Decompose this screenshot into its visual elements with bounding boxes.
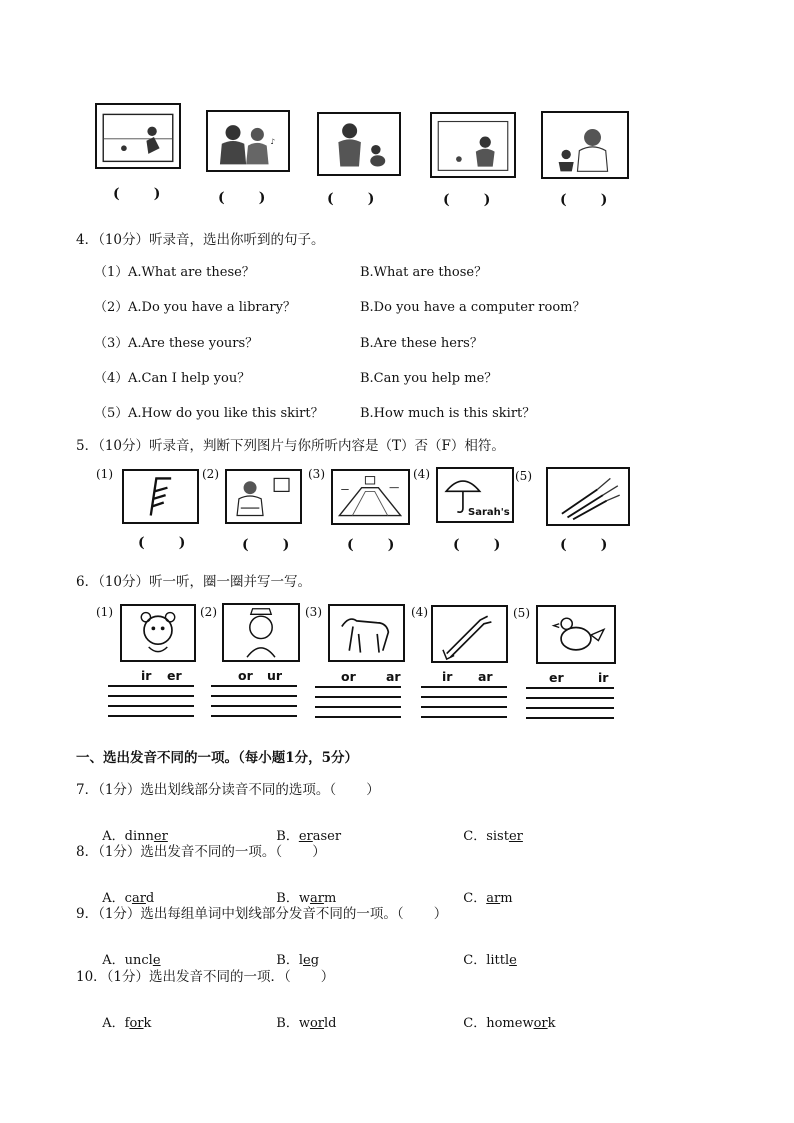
q5-num-5: (5) [515, 469, 532, 483]
word-part: k [143, 1016, 152, 1031]
underlined-part: ar [309, 891, 324, 906]
q4-item-2-option-a[interactable]: A.Do you have a library？ [128, 300, 296, 315]
underlined-part: e [303, 953, 311, 968]
q6-num-3: (3) [305, 605, 322, 619]
word-part: k [547, 1016, 556, 1031]
option-label: C． [463, 1016, 487, 1031]
q4-item-3-option-b[interactable]: B.Are these hers？ [360, 336, 483, 351]
q4-item-4-option-b[interactable]: B.Can you help me？ [360, 371, 498, 386]
q6-choice-1-right[interactable]: er [167, 668, 182, 683]
q3-picture-3 [317, 112, 401, 176]
q4-item-5-option-a[interactable]: A.How do you like this skirt？ [128, 406, 324, 421]
word-part: m [500, 891, 513, 906]
bird-picture [538, 607, 614, 662]
option-label: A． [102, 829, 125, 844]
q6-writing-lines-4[interactable] [421, 686, 507, 726]
horse-picture [330, 606, 403, 660]
q6-writing-lines-2[interactable] [211, 685, 297, 725]
q10-option-a[interactable] [94, 997, 151, 1031]
option-label: A． [102, 891, 125, 906]
boy-reading-picture [227, 471, 300, 522]
word-part: ld [324, 1016, 337, 1031]
q7-option-b[interactable] [268, 810, 341, 844]
q5-num-4: (4) [413, 467, 430, 481]
q4-item-1-option-a[interactable]: A.What are these？ [128, 265, 255, 280]
playground-picture [333, 471, 408, 523]
q8-option-c[interactable] [455, 872, 513, 906]
carrots-picture [548, 469, 628, 524]
q6-choice-4-right[interactable]: ar [478, 669, 493, 684]
q5-num-3: (3) [308, 467, 325, 481]
q5-title: 5．（10分）听录音，判断下列图片与你所听内容是（T）否（F）相符。 [76, 438, 505, 454]
word-part: littl [486, 953, 510, 968]
underlined-part: er [298, 829, 313, 844]
option-label: C． [463, 829, 487, 844]
underlined-part: or [129, 1016, 144, 1031]
q6-num-5: (5) [513, 606, 530, 620]
tiger-picture [122, 606, 194, 660]
kid-with-dog-picture [319, 114, 399, 174]
q10-title: 10．（1分）选出发音不同的一项．（ ） [76, 969, 335, 985]
word-part: w [298, 1016, 310, 1031]
q4-item-2-num: （2） [94, 300, 129, 315]
q6-choice-2-right[interactable]: ur [267, 668, 283, 683]
q6-num-1: (1) [96, 605, 113, 619]
q3-answer-paren-2[interactable]: ( ) [218, 190, 266, 206]
q7-option-a[interactable] [94, 810, 168, 844]
word-part: homew [486, 1016, 534, 1031]
q10-option-c[interactable] [455, 997, 556, 1031]
word-part: m [323, 891, 337, 906]
q3-answer-paren-4[interactable]: ( ) [443, 192, 491, 208]
q6-num-2: (2) [200, 605, 217, 619]
underlined-part: e [152, 953, 161, 968]
option-label: B． [276, 829, 299, 844]
q10-option-b[interactable] [268, 997, 337, 1031]
q9-option-b[interactable] [268, 934, 319, 968]
letter-f-picture [124, 471, 197, 522]
q3-picture-4 [430, 112, 516, 178]
q5-picture-5 [546, 467, 630, 526]
option-label: C． [463, 891, 487, 906]
q5-answer-paren-5[interactable]: ( ) [560, 537, 608, 553]
q6-choice-3-right[interactable]: ar [386, 669, 401, 684]
q4-item-1-num: （1） [94, 265, 129, 280]
word-part: dinn [124, 829, 154, 844]
word-part: f [124, 1016, 130, 1031]
option-label: C． [463, 953, 487, 968]
q6-choice-5-left[interactable]: er [549, 670, 564, 685]
q6-writing-lines-5[interactable] [526, 687, 614, 727]
q4-item-3-option-a[interactable]: A.Are these yours？ [128, 336, 259, 351]
word-part: w [298, 891, 310, 906]
q6-picture-4 [431, 605, 508, 663]
q6-choice-1-left[interactable]: ir [141, 668, 152, 683]
q5-picture-2 [225, 469, 302, 524]
option-label: B． [276, 953, 299, 968]
q8-option-b[interactable] [268, 872, 336, 906]
q3-answer-paren-3[interactable]: ( ) [327, 191, 375, 207]
q4-item-5-num: （5） [94, 406, 129, 421]
option-label: B． [276, 1016, 299, 1031]
q5-answer-paren-2[interactable]: ( ) [242, 537, 290, 553]
q4-item-1-option-b[interactable]: B.What are those？ [360, 265, 488, 280]
nurse-picture [224, 605, 298, 660]
boy-with-toy-picture [543, 113, 627, 177]
q6-choice-2-left[interactable]: or [238, 668, 253, 683]
word-part: sist [486, 829, 509, 844]
word-part: g [310, 953, 320, 968]
q7-option-c[interactable] [455, 810, 523, 844]
q6-num-4: (4) [411, 605, 428, 619]
q3-picture-1 [95, 103, 181, 169]
q5-picture-3 [331, 469, 410, 525]
word-part: aser [312, 829, 342, 844]
q4-item-5-option-b[interactable]: B.How much is this skirt？ [360, 406, 536, 421]
q6-writing-lines-3[interactable] [315, 686, 401, 726]
q6-picture-2 [222, 603, 300, 662]
q4-item-4-num: （4） [94, 371, 129, 386]
q9-option-a[interactable] [94, 934, 161, 968]
underlined-part: er [508, 829, 523, 844]
q7-title: 7．（1分）选出划线部分读音不同的选项。（ ） [76, 782, 380, 798]
q4-item-2-option-b[interactable]: B.Do you have a computer room？ [360, 300, 586, 315]
q6-choice-3-left[interactable]: or [341, 669, 356, 684]
q6-picture-5 [536, 605, 616, 664]
q4-item-3-num: （3） [94, 336, 129, 351]
section-heading: 一、选出发音不同的一项。（每小题1分，5分） [76, 750, 359, 766]
q5-num-2: (2) [202, 467, 219, 481]
option-label: A． [102, 953, 125, 968]
option-label: A． [102, 1016, 125, 1031]
two-kids-picture [208, 112, 288, 170]
q5-answer-paren-1[interactable]: ( ) [138, 535, 186, 551]
word-part: l [298, 953, 303, 968]
arm-picture [433, 607, 506, 661]
word-part: d [145, 891, 155, 906]
q9-title: 9．（1分）选出每组单词中划线部分发音不同的一项。（ ） [76, 906, 448, 922]
underlined-part: or [533, 1016, 548, 1031]
q9-option-c[interactable] [455, 934, 517, 968]
q5-picture-1 [122, 469, 199, 524]
word-part: uncl [124, 953, 153, 968]
q4-item-4-option-a[interactable]: A.Can I help you？ [128, 371, 251, 386]
q5-answer-paren-3[interactable]: ( ) [347, 537, 395, 553]
q6-picture-3 [328, 604, 405, 662]
underlined-part: e [509, 953, 517, 968]
q8-title: 8．（1分）选出发音不同的一项。（ ） [76, 844, 326, 860]
svg-text:♪: ♪ [270, 136, 276, 146]
underlined-part: or [309, 1016, 325, 1031]
q8-option-a[interactable] [94, 872, 154, 906]
q3-answer-paren-5[interactable]: ( ) [560, 192, 608, 208]
kid-in-room-picture [432, 114, 514, 176]
q5-answer-paren-4[interactable]: ( ) [453, 537, 501, 553]
q6-writing-lines-1[interactable] [108, 685, 194, 725]
word-part: c [124, 891, 132, 906]
q3-picture-5 [541, 111, 629, 179]
q5-num-1: (1) [96, 467, 113, 481]
q6-title: 6．（10分）听一听，圈一圈并写一写。 [76, 574, 312, 590]
q4-title: 4．（10分）听录音，选出你听到的句子。 [76, 232, 325, 248]
q5-picture-4 [436, 467, 514, 523]
q3-answer-paren-1[interactable]: ( ) [113, 186, 161, 202]
q6-choice-5-right[interactable]: ir [598, 670, 609, 685]
underlined-part: ar [131, 891, 146, 906]
q6-choice-4-left[interactable]: ir [442, 669, 453, 684]
underlined-part: ar [486, 891, 501, 906]
underlined-part: er [153, 829, 168, 844]
q3-picture-2 [206, 110, 290, 172]
kid-on-floor-picture [97, 105, 179, 167]
q6-picture-1 [120, 604, 196, 662]
umbrella-label: Sarah's [468, 507, 510, 518]
option-label: B． [276, 891, 299, 906]
